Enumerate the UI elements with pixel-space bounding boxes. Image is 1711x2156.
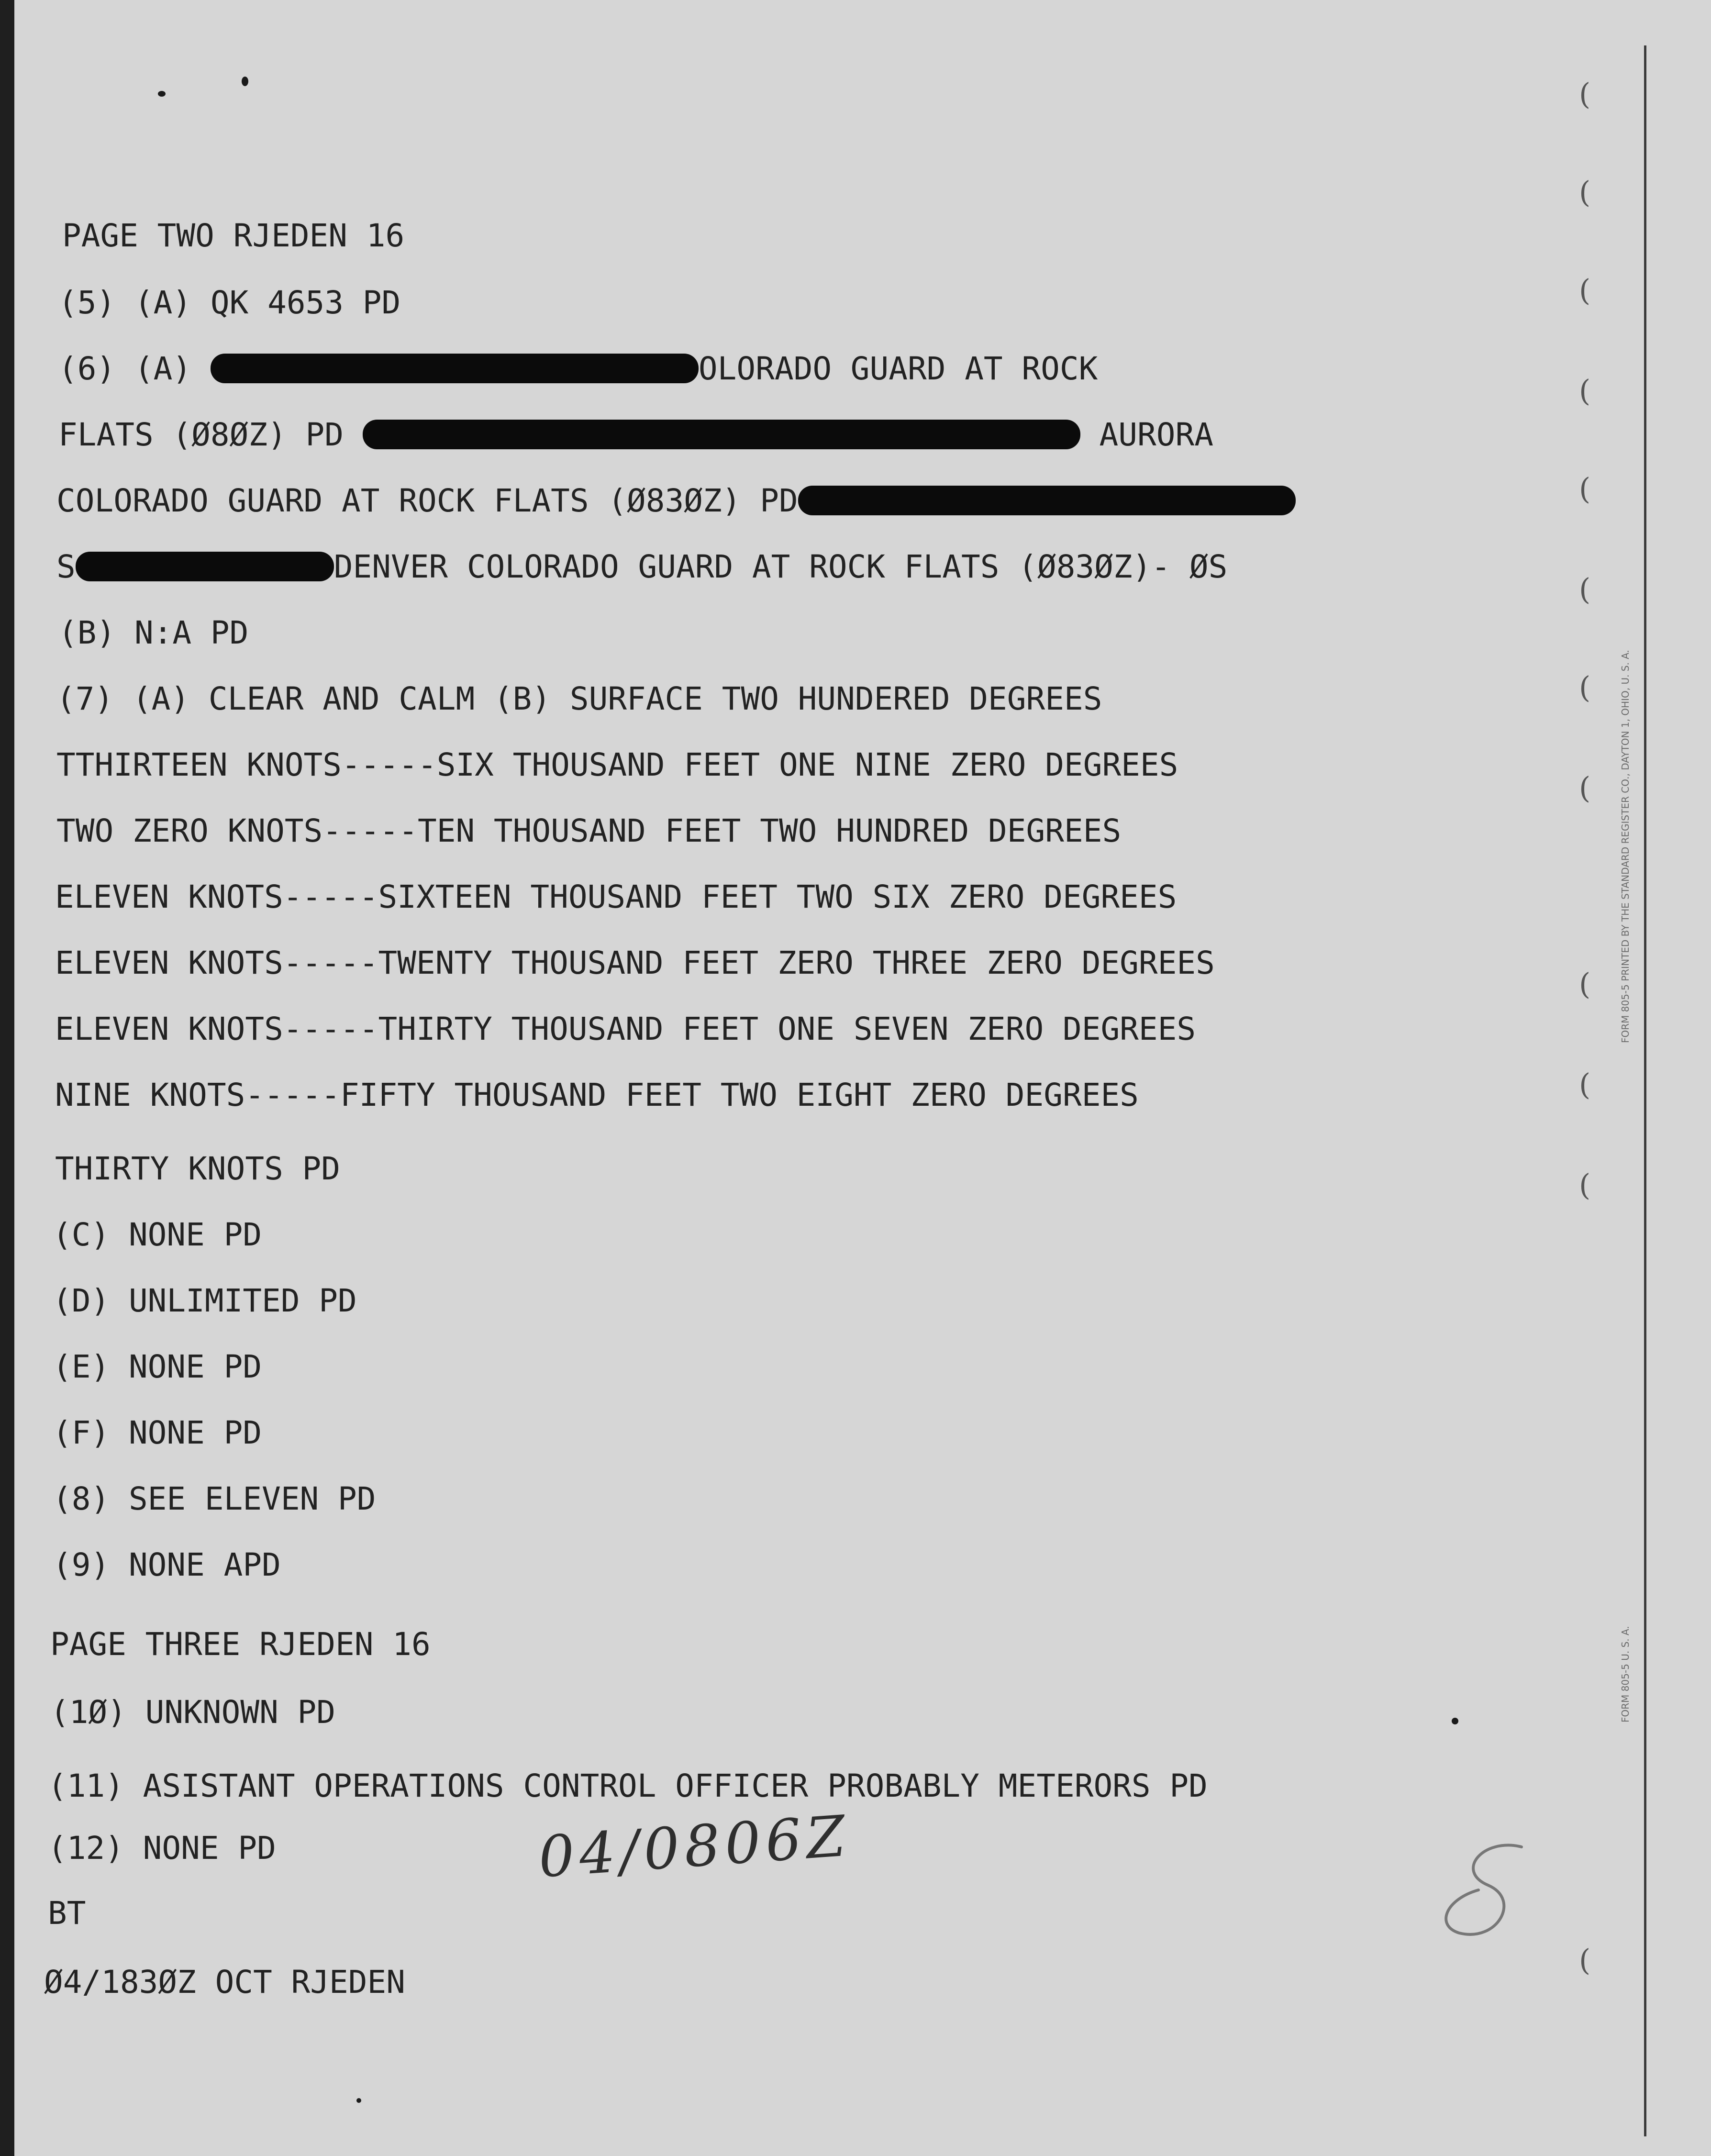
message-line: Ø4/183ØZ OCT RJEDEN — [44, 1964, 405, 2000]
form-margin-text: FORM 805-5 PRINTED BY THE STANDARD REGISTER CO., DAYTON 1, OHIO, U. S. A. — [1620, 650, 1631, 1043]
margin-punch-mark: ( — [1579, 1067, 1591, 1102]
message-line: (B) N:A PD — [58, 614, 249, 651]
message-line: PAGE THREE RJEDEN 16 — [50, 1626, 431, 1663]
margin-punch-mark: ( — [1579, 770, 1591, 805]
message-line: ELEVEN KNOTS-----SIXTEEN THOUSAND FEET TWO SIX ZERO DEGREES — [55, 878, 1177, 915]
message-line: BT — [48, 1895, 86, 1932]
margin-punch-mark: ( — [1579, 572, 1591, 607]
margin-punch-mark: ( — [1579, 175, 1591, 210]
form-margin-text: FORM 805-5 U. S. A. — [1620, 1626, 1631, 1723]
message-line: COLORADO GUARD AT ROCK FLATS (Ø83ØZ) PD — [56, 485, 1296, 517]
message-line: (11) ASISTANT OPERATIONS CONTROL OFFICER PROBABLY METERORS PD — [48, 1767, 1208, 1804]
margin-punch-mark: ( — [1579, 670, 1591, 705]
message-line: (7) (A) CLEAR AND CALM (B) SURFACE TWO HUNDERED DEGREES — [56, 680, 1102, 717]
message-line: TTHIRTEEN KNOTS-----SIX THOUSAND FEET ONE NINE ZERO DEGREES — [56, 746, 1178, 783]
handwritten-mark — [1426, 1828, 1541, 1952]
message-line: (5) (A) QK 4653 PD — [58, 284, 401, 321]
margin-punch-mark: ( — [1579, 471, 1591, 506]
message-line: FLATS (Ø8ØZ) PD AURORA — [58, 416, 1213, 453]
message-line: (D) UNLIMITED PD — [53, 1282, 357, 1319]
handwritten-annotation: 04/0806Z — [536, 1802, 853, 1890]
redaction-bar — [798, 486, 1296, 515]
message-line: ELEVEN KNOTS-----THIRTY THOUSAND FEET ONE SEVEN ZERO DEGREES — [55, 1011, 1196, 1047]
message-line: (9) NONE APD — [53, 1546, 281, 1583]
margin-punch-mark: ( — [1579, 967, 1591, 1001]
margin-punch-mark: ( — [1579, 1167, 1591, 1202]
margin-punch-mark: ( — [1579, 273, 1591, 308]
message-line: (F) NONE PD — [53, 1414, 262, 1451]
redaction-bar — [363, 420, 1080, 449]
redaction-bar — [211, 354, 699, 383]
message-line: (8) SEE ELEVEN PD — [53, 1480, 376, 1517]
message-line: ELEVEN KNOTS-----TWENTY THOUSAND FEET ZERO THREE ZERO DEGREES — [55, 945, 1215, 981]
message-line: S DENVER COLORADO GUARD AT ROCK FLATS (Ø83ØZ)- ØS — [56, 548, 1228, 585]
message-line: (12) NONE PD — [48, 1830, 276, 1867]
message-line: (1Ø) UNKNOWN PD — [50, 1694, 336, 1731]
margin-punch-mark: ( — [1579, 373, 1591, 408]
margin-punch-mark: ( — [1579, 77, 1591, 111]
message-line: TWO ZERO KNOTS-----TEN THOUSAND FEET TWO HUNDRED DEGREES — [56, 812, 1122, 849]
message-line: (6) (A) OLORADO GUARD AT ROCK — [58, 350, 1098, 387]
message-line: PAGE TWO RJEDEN 16 — [62, 217, 405, 254]
margin-punch-mark: ( — [1579, 1943, 1591, 1978]
message-line: (E) NONE PD — [53, 1348, 262, 1385]
message-line: NINE KNOTS-----FIFTY THOUSAND FEET TWO EIGHT ZERO DEGREES — [55, 1077, 1139, 1113]
message-line: (C) NONE PD — [53, 1216, 262, 1253]
message-line: THIRTY KNOTS PD — [55, 1150, 341, 1187]
redaction-bar — [76, 552, 334, 581]
